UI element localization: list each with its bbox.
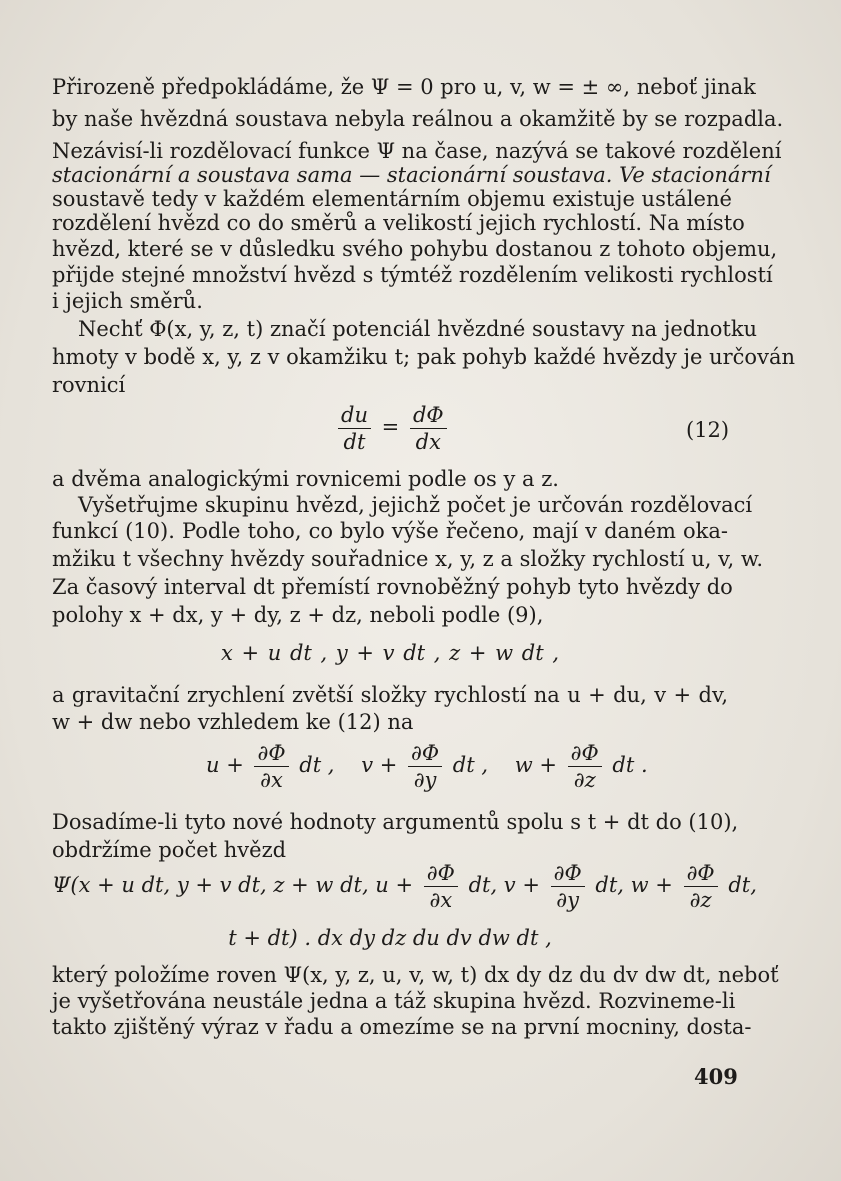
frac-numerator: ∂Φ: [551, 860, 585, 887]
frac-denominator: ∂x: [429, 888, 453, 912]
eq-term: dt, w +: [595, 873, 673, 897]
page-number: 409: [694, 1064, 738, 1089]
frac-denominator: ∂y: [413, 768, 437, 792]
text-line: hvězd, které se v důsledku svého pohybu dostanou z tohoto objemu,: [52, 237, 778, 261]
text-line: Za časový interval dt přemístí rovnoběžný pohyb tyto hvězdy do: [52, 575, 733, 599]
text-line: by naše hvězdná soustava nebyla reálnou a okamžitě by se rozpadla.: [52, 107, 784, 131]
equation-positions: x + u dt , y + v dt , z + w dt ,: [220, 641, 560, 665]
eq12-rhs-denominator: dx: [415, 430, 441, 454]
frac-denominator: ∂y: [556, 888, 580, 912]
eq-term: w +: [514, 753, 557, 777]
text-line: Nechť Φ(x, y, z, t) značí potenciál hvězdné soustavy na jednotku: [78, 317, 758, 341]
eq12-equals: =: [381, 415, 400, 439]
text-line: rozdělení hvězd co do směrů a velikostí jejich rychlostí. Na místo: [52, 211, 745, 235]
frac-numerator: ∂Φ: [568, 740, 602, 767]
text-line: stacionární a soustava sama — stacionární soustava. Ve stacionární: [52, 163, 771, 187]
text-line: polohy x + dx, y + dy, z + dz, neboli podle (9),: [52, 603, 544, 627]
frac-numerator: ∂Φ: [684, 860, 718, 887]
equation-psi: [52, 860, 757, 913]
text-line: soustavě tedy v každém elementárním objemu existuje ustálené: [52, 187, 732, 211]
equation-psi-continued: t + dt) . dx dy dz du dv dw dt ,: [228, 926, 552, 950]
text-line: rovnicí: [52, 373, 126, 397]
text-line: w + dw nebo vzhledem ke (12) na: [52, 710, 414, 734]
equation-velocities: [206, 740, 648, 793]
frac-numerator: ∂Φ: [254, 740, 288, 767]
eq12-lhs-denominator: dt: [343, 430, 366, 454]
text-line: a gravitační zrychlení zvětší složky rychlostí na u + du, v + dv,: [52, 683, 728, 707]
text-line: přijde stejné množství hvězd s týmtéž rozdělením velikosti rychlostí: [52, 263, 773, 287]
text-line: i jejich směrů.: [52, 289, 203, 313]
eq-term: dt ,: [452, 753, 489, 777]
text-line: který položíme roven Ψ(x, y, z, u, v, w, t) dx dy dz du dv dw dt, neboť: [52, 963, 779, 987]
eq-term: dt ,: [299, 753, 335, 777]
eq12-rhs-numerator: dΦ: [410, 402, 447, 429]
eq12-lhs-numerator: du: [338, 402, 371, 429]
frac-numerator: ∂Φ: [424, 860, 458, 887]
eq-term: Ψ(x + u dt, y + v dt, z + w dt, u +: [52, 873, 414, 897]
text-line: je vyšetřována neustále jedna a táž skupina hvězd. Rozvineme-li: [52, 989, 736, 1013]
text-line: hmoty v bodě x, y, z v okamžiku t; pak pohyb každé hvězdy je určován: [52, 345, 795, 369]
text-line: takto zjištěný výraz v řadu a omezíme se na první mocniny, dosta-: [52, 1015, 752, 1039]
eq-term: dt, v +: [468, 873, 540, 897]
frac-numerator: ∂Φ: [408, 740, 442, 767]
equation-12: [334, 402, 451, 455]
frac-denominator: ∂x: [260, 768, 283, 792]
eq-term: dt,: [728, 873, 757, 897]
text-line: a dvěma analogickými rovnicemi podle os y a z.: [52, 467, 559, 491]
text-line: Nezávisí-li rozdělovací funkce Ψ na čase, nazývá se takové rozdělení: [52, 139, 782, 163]
text-line: mžiku t všechny hvězdy souřadnice x, y, z a složky rychlostí u, v, w.: [52, 547, 763, 571]
text-line: Vyšetřujme skupinu hvězd, jejichž počet je určován rozdělovací: [78, 493, 753, 517]
eq-term: u +: [206, 753, 244, 777]
frac-denominator: ∂z: [573, 768, 596, 792]
eq-term: dt .: [612, 753, 648, 777]
text-line: funkcí (10). Podle toho, co bylo výše řečeno, mají v daném oka-: [52, 519, 728, 543]
equation-label: (12): [686, 418, 730, 442]
text-line: Přirozeně předpokládáme, že Ψ = 0 pro u, v, w = ± ∞, neboť jinak: [52, 75, 756, 99]
eq-term: v +: [361, 753, 398, 777]
text-line: obdržíme počet hvězd: [52, 838, 287, 862]
text-line: Dosadíme-li tyto nové hodnoty argumentů spolu s t + dt do (10),: [52, 810, 739, 834]
frac-denominator: ∂z: [689, 888, 712, 912]
